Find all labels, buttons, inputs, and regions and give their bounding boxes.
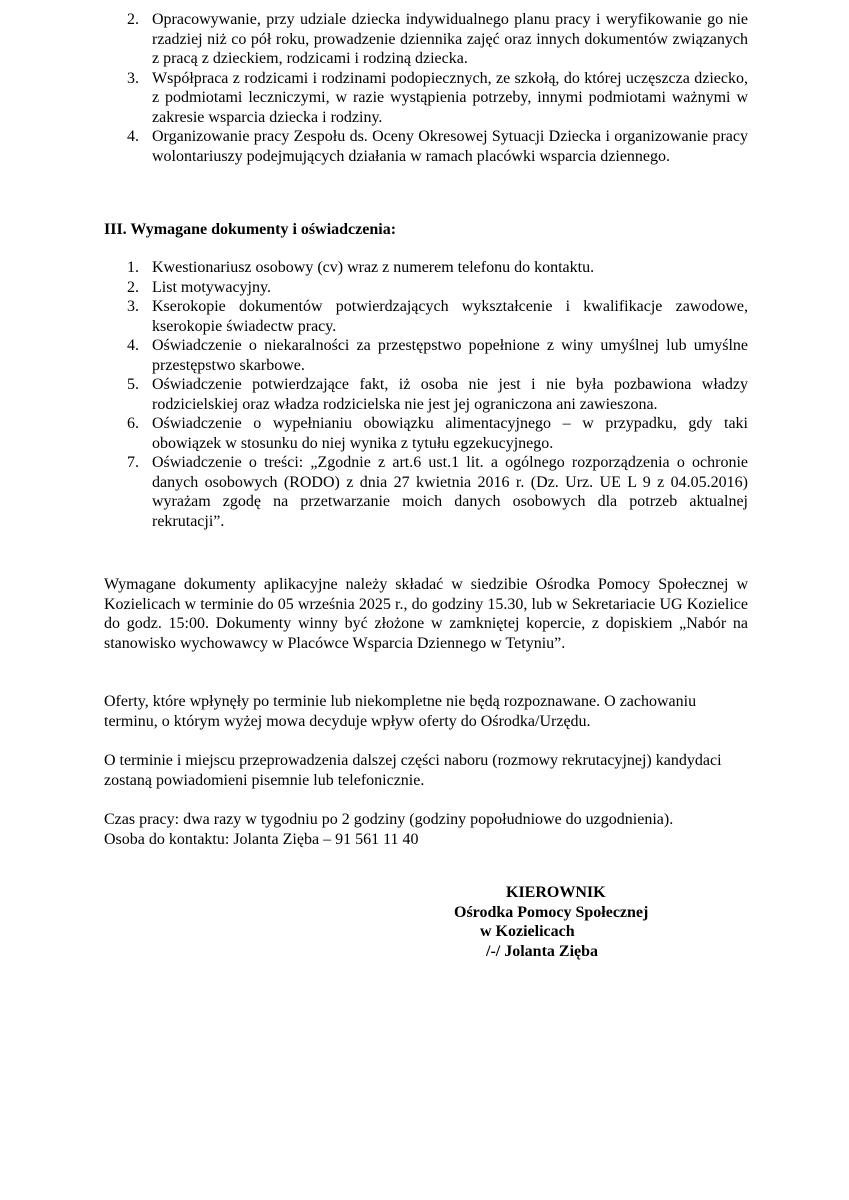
- list-item-text: Oświadczenie potwierdzające fakt, iż osoba nie jest i nie była pozbawiona władzy rodzicielskiej oraz władza rodzicielska nie jest jej ograniczona ani zawieszona.: [152, 376, 748, 413]
- work-hours-line: Czas pracy: dwa razy w tygodniu po 2 godziny (godziny popołudniowe do uzgodnienia).: [104, 811, 674, 828]
- contact-person-line: Osoba do kontaktu: Jolanta Zięba – 91 561 11 40: [104, 830, 419, 848]
- list-item-text: Współpraca z rodzicami i rodzinami podopiecznych, ze szkołą, do której uczęszcza dziecko, z podmiotami leczniczymi, w razie wystąpienia potrzeby, innymi podmiotami ważnymi w zakresie wsparcia dziecka i rodziny.: [152, 69, 748, 126]
- required-documents-list: [104, 258, 748, 531]
- list-item-text: List motywacyjny.: [152, 278, 271, 296]
- list-item: [104, 278, 748, 298]
- list-item: [104, 453, 748, 531]
- list-item-text: Kserokopie dokumentów potwierdzających wykształcenie i kwalifikacje zawodowe, kserokopie świadectw pracy.: [152, 298, 748, 335]
- list-item: [104, 10, 748, 69]
- duties-list: [104, 10, 748, 166]
- list-item: [104, 414, 748, 453]
- section-heading: III. Wymagane dokumenty i oświadczenia:: [104, 221, 397, 238]
- interview-paragraph: O terminie i miejscu przeprowadzenia dalszej części naboru (rozmowy rekrutacyjnej) kandydaci zostaną powiadomieni pisemnie lub telefonicznie.: [104, 752, 722, 789]
- list-item-text: Kwestionariusz osobowy (cv) wraz z numerem telefonu do kontaktu.: [152, 259, 595, 276]
- list-item-number: 1.: [127, 259, 139, 276]
- list-item-number: 4.: [127, 337, 139, 354]
- list-item-text: Organizowanie pracy Zespołu ds. Oceny Okresowej Sytuacji Dziecka i organizowanie pracy wolontariuszy podejmujących działania w ramach placówki wsparcia dziennego.: [152, 128, 748, 165]
- list-item: [104, 336, 748, 375]
- signature-organization: Ośrodka Pomocy Społecznej: [454, 903, 649, 921]
- list-item: [104, 375, 748, 414]
- signature-block: [440, 883, 680, 961]
- signature-role: KIEROWNIK: [506, 884, 606, 901]
- list-item: [104, 127, 748, 166]
- offers-paragraph: Oferty, które wpłynęły po terminie lub niekompletne nie będą rozpoznawane. O zachowaniu terminu, o którym wyżej mowa decyduje wpływ oferty do Ośrodka/Urzędu.: [104, 693, 697, 730]
- list-item: [104, 297, 748, 336]
- list-item-text: Oświadczenie o wypełnianiu obowiązku alimentacyjnego – w przypadku, gdy taki obowiązek w stosunku do niej wynika z tytułu egzekucyjnego.: [152, 415, 748, 452]
- list-item-text: Oświadczenie o treści: „Zgodnie z art.6 ust.1 lit. a ogólnego rozporządzenia o ochronie danych osobowych (RODO) z dnia 27 kwietnia 2016 r. (Dz. Urz. UE L 9 z 04.05.2016) wyrażam zgodę na przetwarzanie moich danych osobowych dla potrzeb aktualnej rekrutacji”.: [152, 454, 748, 530]
- list-item-number: 4.: [127, 128, 139, 145]
- list-item-number: 3.: [127, 69, 139, 87]
- list-item-number: 6.: [127, 415, 139, 432]
- work-hours-paragraph: [104, 810, 748, 849]
- list-item-number: 2.: [127, 278, 139, 296]
- submission-paragraph: Wymagane dokumenty aplikacyjne należy składać w siedzibie Ośrodka Pomocy Społecznej w Kozielicach w terminie do 05 września 2025 r., do godziny 15.30, lub w Sekretariacie UG Kozielice do godz. 15:00. Dokumenty winny być złożone w zamkniętej kopercie, z dopiskiem „Nabór na stanowisko wychowawcy w Placówce Wsparcia Dziennego w Tetyniu”.: [104, 576, 748, 652]
- list-item-number: 5.: [127, 376, 139, 393]
- list-item-number: 3.: [127, 298, 139, 315]
- signature-name: /-/ Jolanta Zięba: [486, 942, 599, 960]
- list-item-text: Oświadczenie o niekaralności za przestępstwo popełnione z winy umyślnej lub umyślne przestępstwo skarbowe.: [152, 337, 748, 374]
- list-item: [104, 69, 748, 128]
- list-item: [104, 258, 748, 278]
- list-item-number: 2.: [127, 11, 139, 28]
- list-item-text: Opracowywanie, przy udziale dziecka indywidualnego planu pracy i weryfikowanie go nie rzadziej niż co pół roku, prowadzenie dziennika zajęć oraz innych dokumentów związanych z pracą z dzieckiem, rodzicami i rodziną dziecka.: [152, 11, 748, 67]
- list-item-number: 7.: [127, 454, 139, 471]
- signature-place: w Kozielicach: [480, 923, 575, 940]
